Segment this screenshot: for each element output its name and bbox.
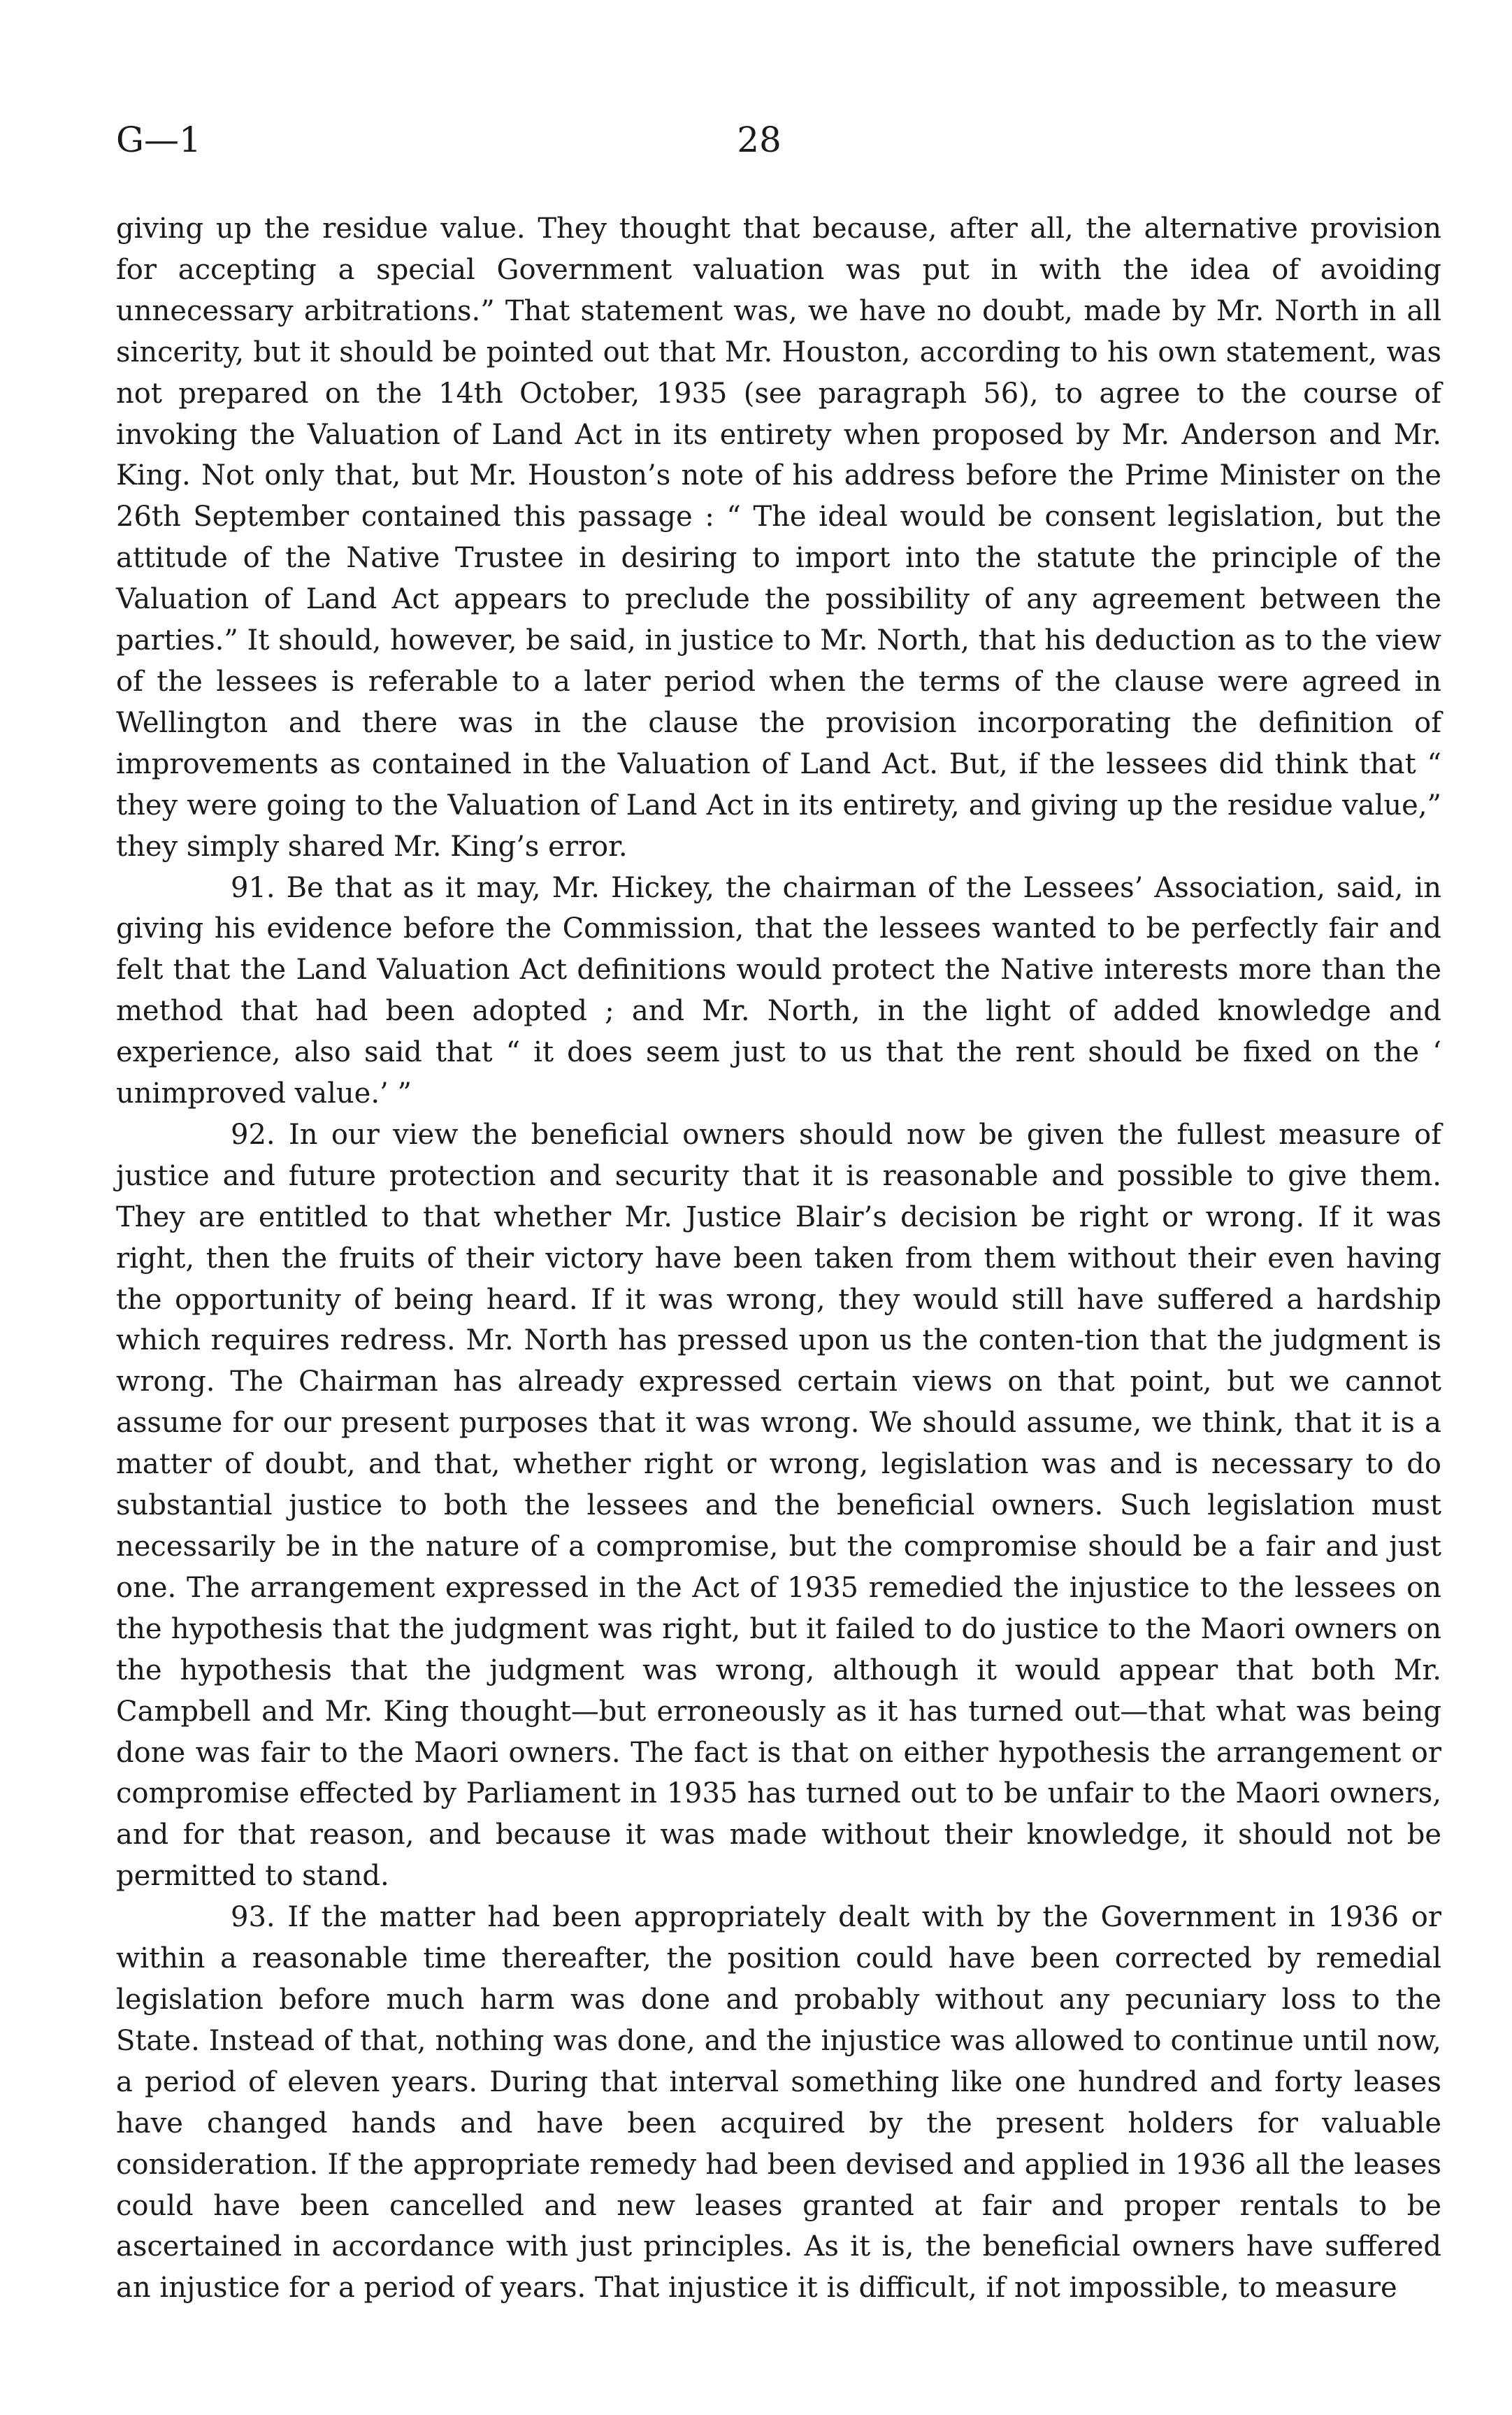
paragraph-93: 93. If the matter had been appropriately dealt with by the Government in 1936 or within a reasonable time thereafter, the position could have been corrected by remedial legislation before much harm was done and probably without any pecuniary loss to the State. Instead of that, nothing was done, and the injustice was allowed to continue until now, a period of eleven years. During that interval something like one hundred and forty leases have changed hands and have been acquired by the present holders for valuable consideration. If the appropriate remedy had been devised and applied in 1936 all the leases could have been cancelled and new leases granted at fair and proper rentals to be ascertained in accordance with just principles. As it is, the beneficial owners have suffered an injustice for a period of years. That injustice it is difficult, if not impossible, to measure <box>116 1901 1441 2305</box>
body-text <box>116 208 1441 2309</box>
page-header <box>116 119 1441 175</box>
paragraph-continued: giving up the residue value. They thought that because, after all, the alternative provision for accepting a special Government valuation was put in with the idea of avoiding unnecessary arbitrations.” That statement was, we have no doubt, made by Mr. North in all sincerity, but it should be pointed out that Mr. Houston, according to his own statement, was not prepared on the 14th October, 1935 (see paragraph 56), to agree to the course of invoking the Valuation of Land Act in its entirety when proposed by Mr. Anderson and Mr. King. Not only that, but Mr. Houston’s note of his address before the Prime Minister on the 26th September contained this passage : “ The ideal would be consent legislation, but the attitude of the Native Trustee in desiring to import into the statute the principle of the Valuation of Land Act appears to preclude the possibility of any agreement between the parties.” It should, however, be said, in justice to Mr. North, that his deduction as to the view of the lessees is referable to a later period when the terms of the clause were agreed in Wellington and there was in the clause the provision incorporating the definition of improvements as contained in the Valuation of Land Act. But, if the lessees did think that “ they were going to the Valuation of Land Act in its entirety, and giving up the residue value,” they simply shared Mr. King’s error. <box>116 213 1441 863</box>
document-page <box>116 119 1441 2356</box>
paragraph-91: 91. Be that as it may, Mr. Hickey, the chairman of the Lessees’ Association, said, in giving his evidence before the Commission, that the lessees wanted to be perfectly fair and felt that the Land Valuation Act definitions would protect the Native interests more than the method that had been adopted ; and Mr. North, in the light of added knowledge and experience, also said that “ it does seem just to us that the rent should be fixed on the ‘ unimproved value.’ ” <box>116 871 1441 1110</box>
paragraph-92: 92. In our view the beneficial owners should now be given the fullest measure of justice and future protection and security that it is reasonable and possible to give them. They are entitled to that whether Mr. Justice Blair’s decision be right or wrong. If it was right, then the fruits of their victory have been taken from them without their even having the opportunity of being heard. If it was wrong, they would still have suffered a hardship which requires redress. Mr. North has pressed upon us the conten-tion that the judgment is wrong. The Chairman has already expressed certain views on that point, but we cannot assume for our present purposes that it was wrong. We should assume, we think, that it is a matter of doubt, and that, whether right or wrong, legislation was and is necessary to do substantial justice to both the lessees and the beneficial owners. Such legislation must necessarily be in the nature of a compromise, but the compromise should be a fair and just one. The arrangement expressed in the Act of 1935 remedied the injustice to the lessees on the hypothesis that the judgment was right, but it failed to do justice to the Maori owners on the hypothesis that the judgment was wrong, although it would appear that both Mr. Campbell and Mr. King thought—but erroneously as it has turned out—that what was being done was fair to the Maori owners. The fact is that on either hypothesis the arrangement or compromise effected by Parliament in 1935 has turned out to be unfair to the Maori owners, and for that reason, and because it was made without their knowledge, it should not be permitted to stand. <box>116 1118 1441 1893</box>
document-code: G—1 <box>116 120 201 160</box>
page-number: 28 <box>737 120 782 160</box>
